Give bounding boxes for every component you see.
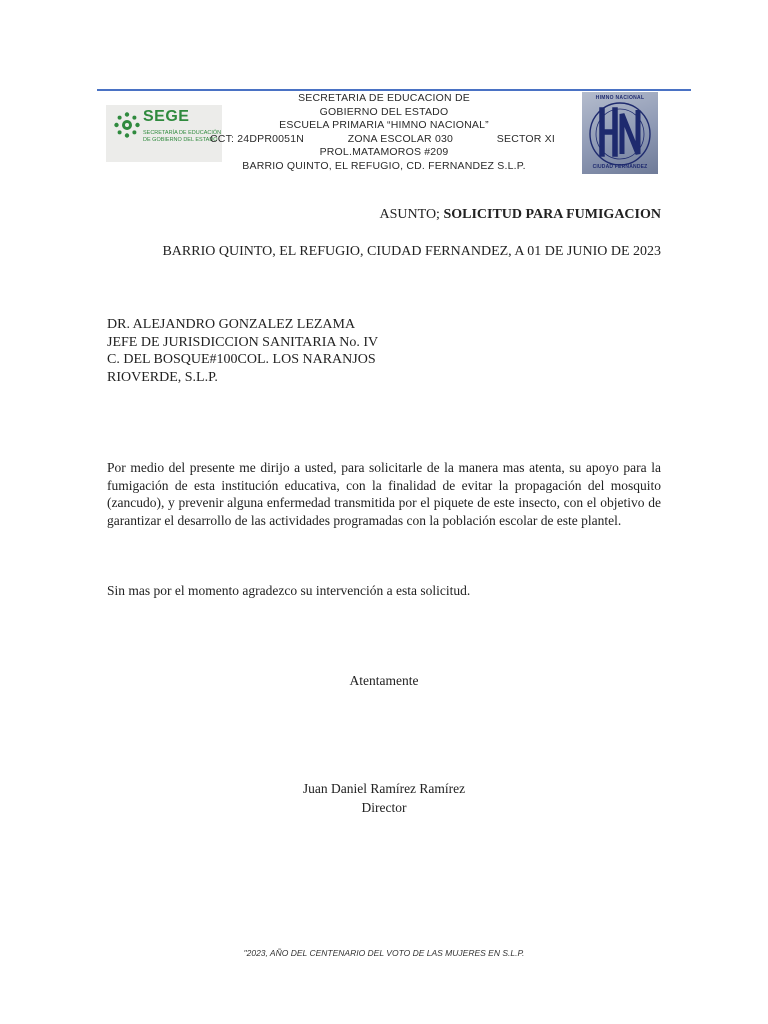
subject-label: ASUNTO; xyxy=(379,207,440,222)
letterhead-line-2: GOBIERNO DEL ESTADO xyxy=(319,105,449,118)
letterhead-line-4 xyxy=(200,133,568,147)
letterhead-line-5: PROL.MATAMOROS #209 xyxy=(319,146,449,158)
subject-line xyxy=(380,207,661,223)
recipient-address: C. DEL BOSQUE#100COL. LOS NARANJOS xyxy=(107,352,376,367)
signer-name: Juan Daniel Ramírez Ramírez xyxy=(302,781,466,796)
school-logo-top-text: HIMNO NACIONAL xyxy=(595,95,645,101)
letterhead xyxy=(200,92,568,173)
recipient-city: RIOVERDE, S.L.P. xyxy=(107,369,218,385)
closing-paragraph: Sin mas por el momento agradezco su intervención a esta solicitud. xyxy=(107,583,471,598)
signature-block xyxy=(0,779,768,817)
sege-emblem-icon xyxy=(113,111,141,139)
letterhead-line-1: SECRETARIA DE EDUCACION DE xyxy=(298,92,470,104)
recipient-block xyxy=(107,316,378,386)
school-logo xyxy=(582,92,658,174)
letterhead-zona: ZONA ESCOLAR 030 xyxy=(347,132,454,145)
valediction: Atentamente xyxy=(349,673,419,688)
letterhead-line-6: BARRIO QUINTO, EL REFUGIO, CD. FERNANDEZ S.L.P. xyxy=(242,159,526,172)
signer-role: Director xyxy=(361,800,407,815)
footer-motto: "2023, AÑO DEL CENTENARIO DEL VOTO DE LAS MUJERES EN S.L.P. xyxy=(243,948,525,958)
sege-subtitle: SECRETARÍA DE EDUCACIÓN DE GOBIERNO DEL ESTADO xyxy=(143,130,222,143)
recipient-title: JEFE DE JURISDICCION SANITARIA No. IV xyxy=(107,334,379,350)
school-logo-bottom-text: CIUDAD FERNÁNDEZ xyxy=(592,164,648,170)
body-paragraph: Por medio del presente me dirijo a usted, para solicitarle de la manera mas atenta, su apoyo para la fumigación de esta institución educativa, con la finalidad de evitar la propagación del mosquito (zancudo), y prevenir alguna enfermedad transmitida por el piquete de este insecto, con el objetivo de garantizar el desarrollo de las actividades programadas con la población escolar de este plantel. xyxy=(107,460,661,528)
subject-value: SOLICITUD PARA FUMIGACION xyxy=(443,207,661,222)
sege-wordmark: SEGE xyxy=(143,108,190,125)
letterhead-sector: SECTOR XI xyxy=(496,132,555,145)
letterhead-line-3: ESCUELA PRIMARIA “HIMNO NACIONAL” xyxy=(279,119,489,131)
place-date: BARRIO QUINTO, EL REFUGIO, CIUDAD FERNANDEZ, A 01 DE JUNIO DE 2023 xyxy=(162,244,661,259)
letterhead-cct: CCT: 24DPR0051N xyxy=(210,132,305,145)
header-rule xyxy=(97,89,691,91)
recipient-name: DR. ALEJANDRO GONZALEZ LEZAMA xyxy=(107,317,356,332)
school-emblem-icon xyxy=(582,92,658,174)
